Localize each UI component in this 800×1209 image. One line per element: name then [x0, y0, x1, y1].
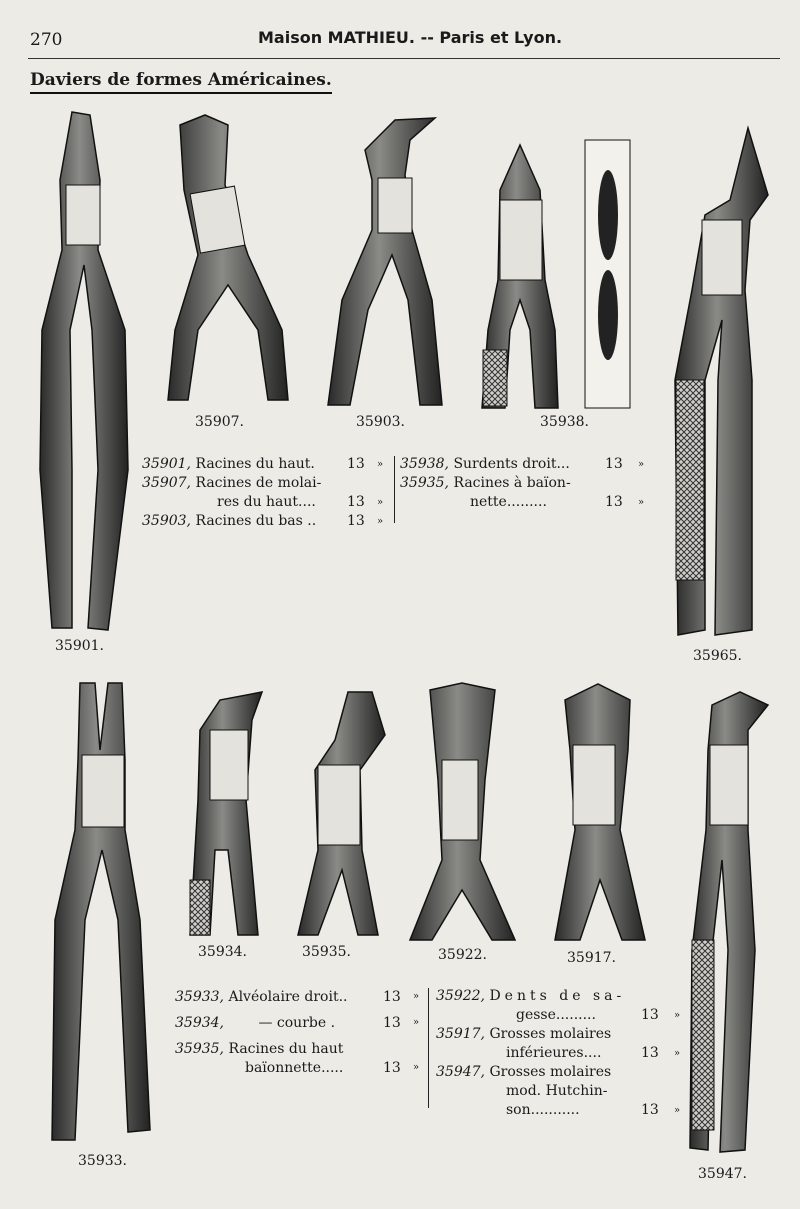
figure-label-35917: 35917.: [567, 950, 616, 966]
forceps-35917: [555, 684, 645, 940]
list-item: 35933, Alvéolaire droit.. 13 »: [175, 989, 420, 1005]
forceps-35922: [410, 683, 515, 940]
section-title: Daviers de formes Américaines.: [30, 70, 332, 94]
figure-label-35903: 35903.: [356, 414, 405, 430]
list-item: 35938, Surdents droit... 13 »: [400, 456, 645, 472]
list-item: res du haut.... 13 »: [217, 494, 384, 510]
list-item: gesse......... 13 »: [516, 1007, 681, 1023]
price-list-top-right: [400, 455, 650, 512]
list-item: 35947, Grosses molaires: [436, 1064, 612, 1080]
forceps-35907: [168, 115, 288, 400]
list-item: inférieures.... 13 »: [506, 1045, 681, 1061]
forceps-35934: [190, 692, 262, 935]
beak-detail-35938: [585, 140, 630, 408]
column-divider: [428, 988, 429, 1108]
list-item: 35903, Racines du bas .. 13 »: [142, 513, 384, 529]
list-item: 35907, Racines de molai-: [142, 475, 322, 491]
figure-label-35933: 35933.: [78, 1153, 127, 1169]
forceps-35933: [52, 683, 150, 1140]
price-list-top-left: [142, 455, 392, 531]
figure-label-35901: 35901.: [55, 638, 104, 654]
figure-label-35935: 35935.: [302, 944, 351, 960]
list-item: 35901, Racines du haut. 13 »: [142, 456, 384, 472]
forceps-35903: [328, 118, 442, 405]
running-head: Maison MATHIEU. -- Paris et Lyon.: [258, 28, 563, 47]
list-item: 35935, Racines du haut: [175, 1041, 344, 1057]
forceps-35947: [690, 692, 768, 1152]
list-item: 35934, — courbe . 13 »: [175, 1015, 420, 1031]
forceps-35965: [675, 128, 768, 635]
price-list-bottom-left: [175, 985, 430, 1075]
list-item: baïonnette..... 13 »: [245, 1060, 420, 1076]
forceps-35901: [40, 112, 128, 630]
figure-label-35965: 35965.: [693, 648, 742, 664]
figure-label-35938: 35938.: [540, 414, 589, 430]
list-item: son........... 13 »: [506, 1102, 681, 1118]
column-divider: [394, 456, 395, 523]
figure-label-35947: 35947.: [698, 1166, 747, 1182]
list-item: 35935, Racines à baïon-: [400, 475, 571, 491]
page-number: 270: [30, 30, 63, 50]
price-list-bottom-right: [436, 987, 686, 1120]
forceps-35935: [298, 692, 385, 935]
figure-label-35934: 35934.: [198, 944, 247, 960]
list-item: nette......... 13 »: [470, 494, 645, 510]
list-item: 35917, Grosses molaires: [436, 1026, 612, 1042]
list-item: 35922, Dents de sa-: [436, 988, 626, 1004]
figure-label-35907: 35907.: [195, 414, 244, 430]
forceps-35938: [482, 145, 558, 408]
figure-label-35922: 35922.: [438, 947, 487, 963]
list-item: mod. Hutchin-: [506, 1083, 608, 1099]
